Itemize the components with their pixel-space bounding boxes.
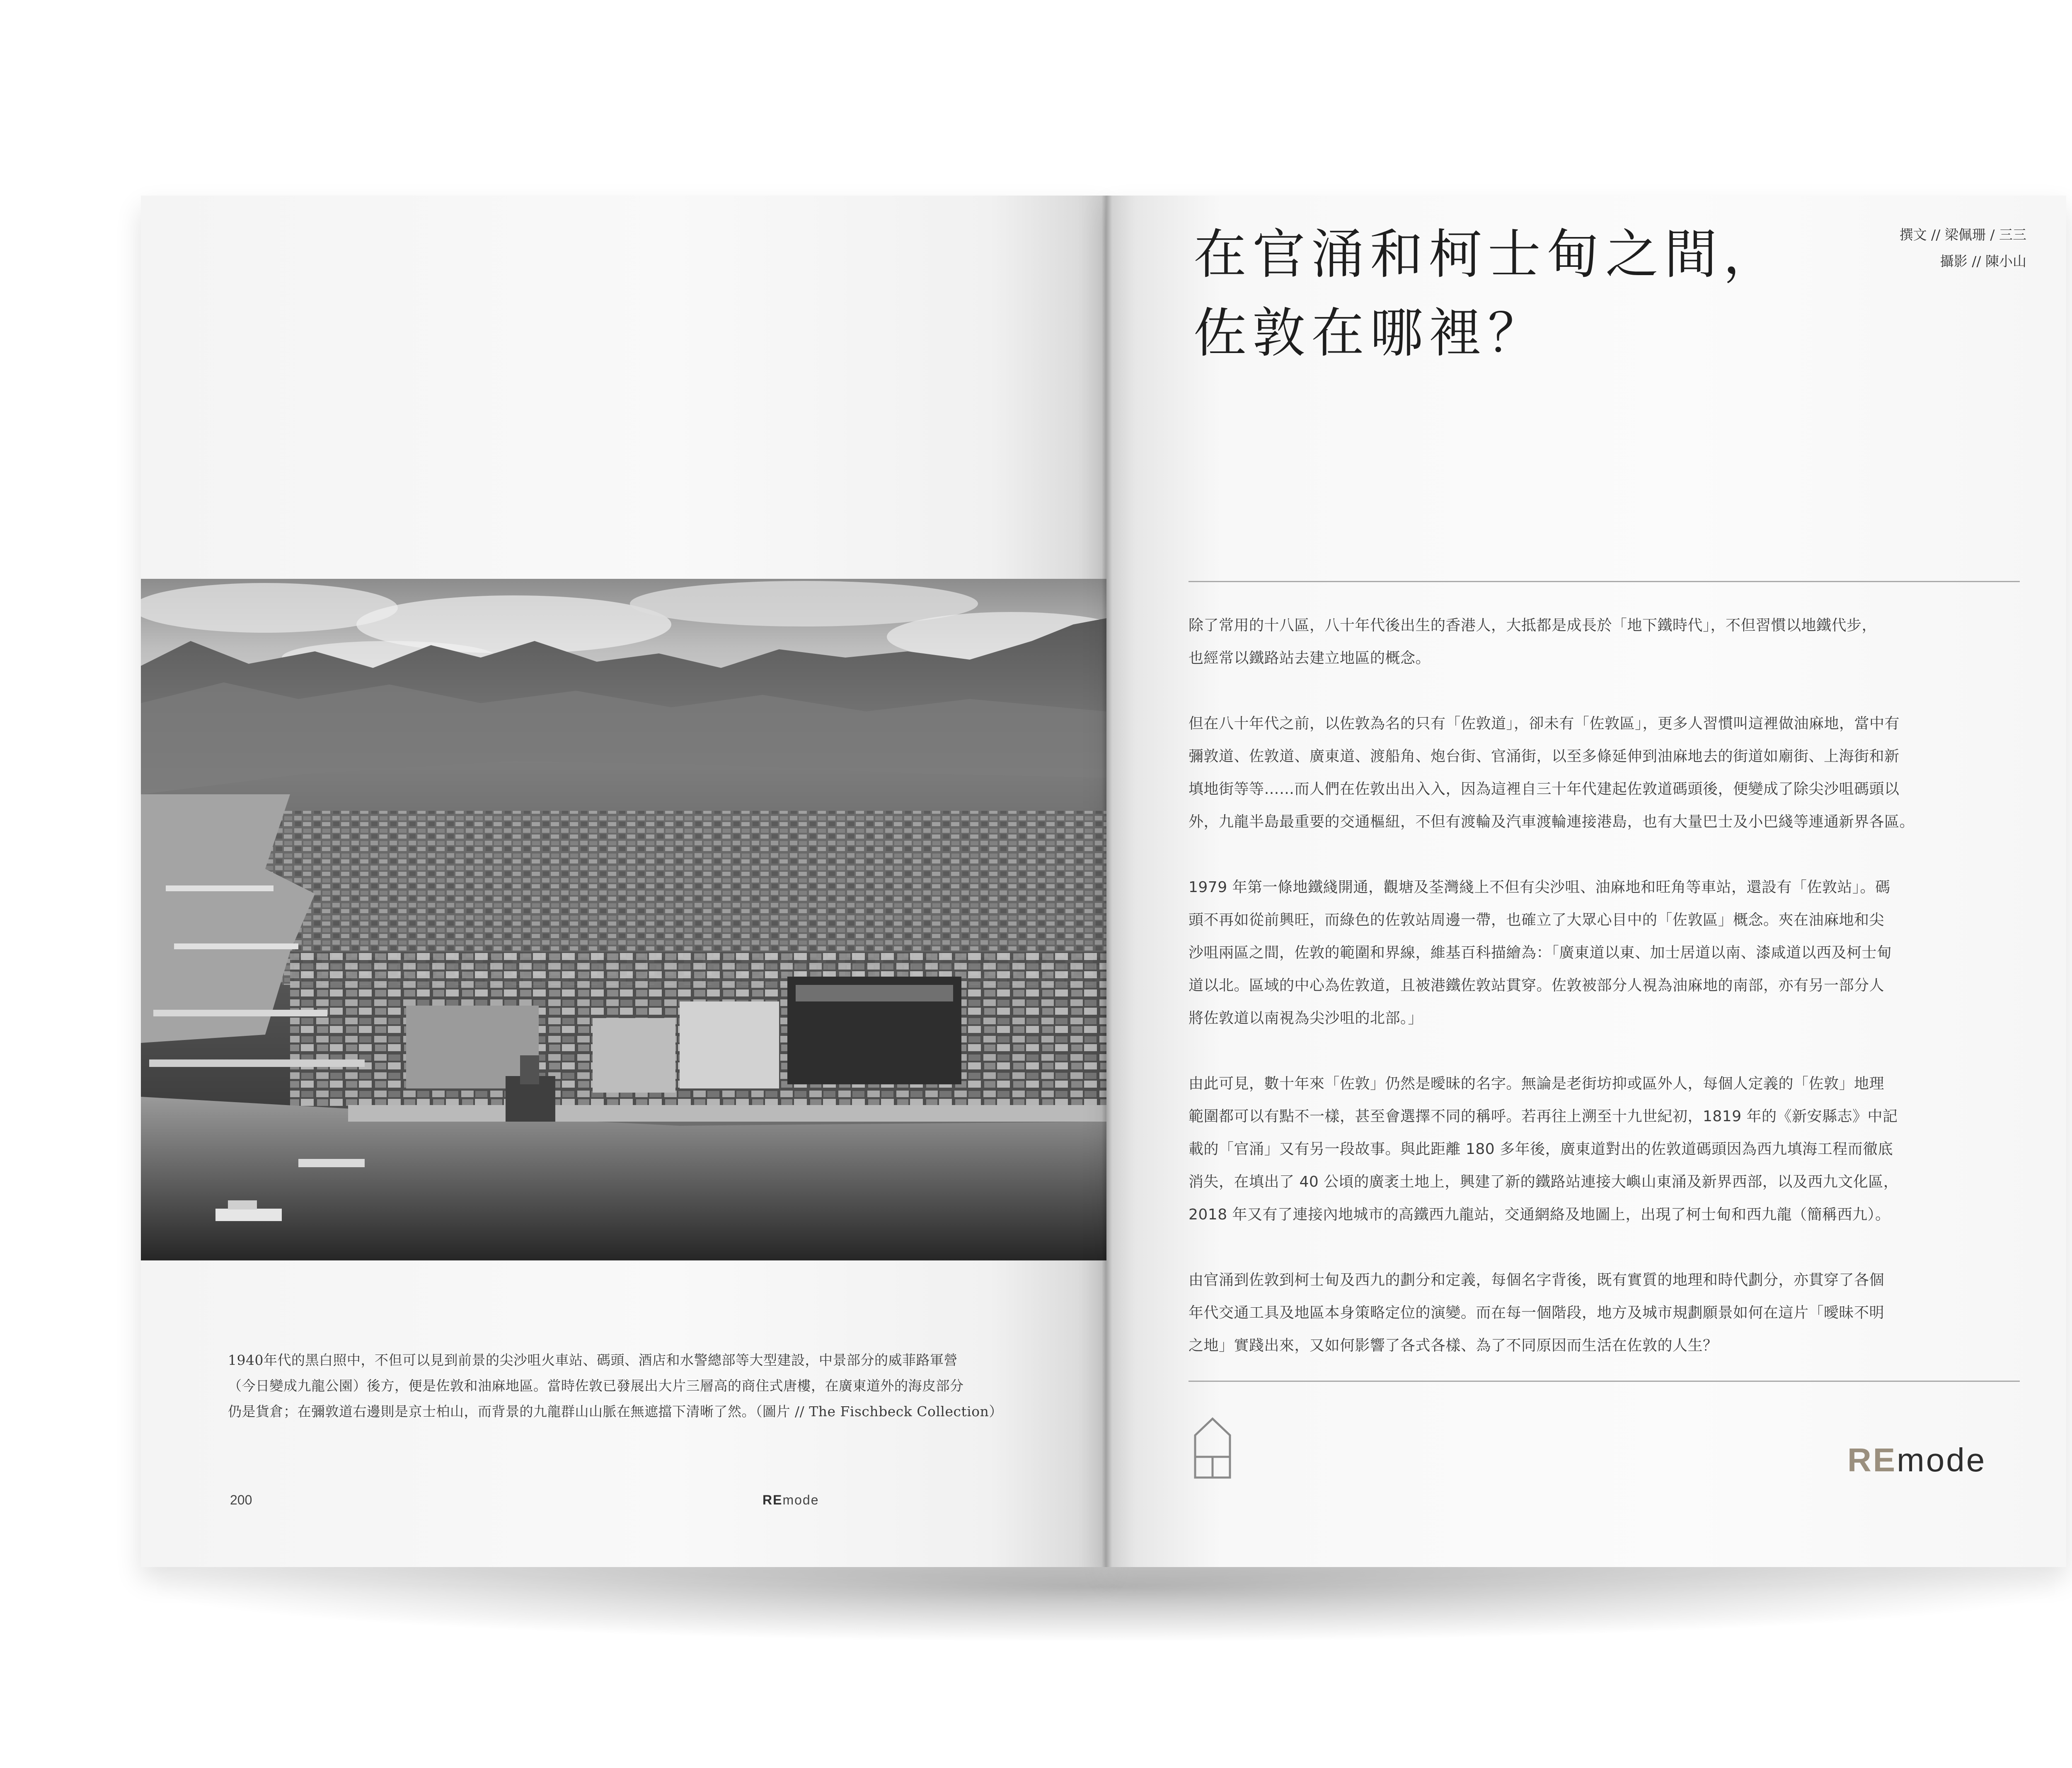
body-line: 2018 年又有了連接內地城市的高鐵西九龍站，交通網絡及地圖上，出現了柯士甸和西九龍（簡稱西九）。 [1188, 1206, 1890, 1223]
body-line: 1979 年第一條地鐵綫開通，觀塘及荃灣綫上不但有尖沙咀、油麻地和旺角等車站，還設有「佐敦站」。碼 [1188, 879, 1890, 896]
body-line: 將佐敦道以南視為尖沙咀的北部。」 [1188, 1010, 1423, 1027]
headline-line-2: 佐敦在哪裡？ [1193, 302, 1547, 364]
article-body [1188, 609, 2020, 1395]
folio-brand [762, 1492, 819, 1508]
paragraph-3 [1188, 871, 2020, 1035]
paragraph-1 [1188, 609, 2020, 675]
body-line: 彌敦道、佐敦道、廣東道、渡船角、炮台街、官涌街，以至多條延伸到油麻地去的街道如廟街、上海街和新 [1188, 748, 1900, 765]
headline-line-1: 在官涌和柯士甸之間， [1193, 224, 1782, 285]
body-line: 也經常以鐵路站去建立地區的概念。 [1188, 650, 1431, 667]
body-line: 載的「官涌」又有另一段故事。與此距離 180 多年後，廣東道對出的佐敦道碼頭因為西九填海工程而徹底 [1188, 1141, 1893, 1158]
body-line: 範圍都可以有點不一樣，甚至會選擇不同的稱呼。若再往上溯至十九世紀初，1819 年的《新安縣志》中記 [1188, 1108, 1898, 1125]
aerial-harbour-photo [141, 579, 1106, 1260]
caption-line: （今日變成九龍公園）後方，便是佐敦和油麻地區。當時佐敦已發展出大片三層高的商住式唐樓，在廣東道外的海皮部分 [228, 1378, 964, 1394]
body-line: 沙咀兩區之間，佐敦的範圍和界線，維基百科描繪為：「廣東道以東、加士居道以南、漆咸道以西及柯士甸 [1188, 944, 1892, 961]
body-line: 由此可見，數十年來「佐敦」仍然是曖昧的名字。無論是老街坊抑或區外人，每個人定義的「佐敦」地理 [1188, 1075, 1885, 1092]
divider-bottom [1188, 1381, 2020, 1382]
article-credits [1828, 222, 2026, 275]
body-line: 消失，在填出了 40 公頃的廣袤土地上，興建了新的鐵路站連接大嶼山東涌及新界西部，以及西九文化區， [1188, 1173, 1899, 1190]
body-line: 外，九龍半島最重要的交通樞紐，不但有渡輪及汽車渡輪連接港島，也有大量巴士及小巴綫等連通新界各區。 [1188, 813, 1915, 830]
credit-writer: 撰文 // 梁佩珊 / 三三 [1899, 227, 2026, 243]
body-line: 年代交通工具及地區本身策略定位的演變。而在每一個階段，地方及城市規劃願景如何在這片「曖昧不明 [1188, 1304, 1885, 1321]
folio-brand-mode: mode [782, 1492, 819, 1507]
house-outline-icon [1193, 1417, 1232, 1479]
brand-re: RE [1847, 1441, 1897, 1478]
body-line: 填地街等等……而人們在佐敦出出入入，因為這裡自三十年代建起佐敦道碼頭後，便變成了除尖沙咀碼頭以 [1188, 781, 1900, 798]
left-page [141, 196, 1106, 1567]
spine-gutter [1101, 196, 1112, 1567]
credit-photo: 攝影 // 陳小山 [1940, 253, 2026, 269]
body-line: 除了常用的十八區，八十年代後出生的香港人，大抵都是成長於「地下鐵時代」，不但習慣以地鐵代步， [1188, 617, 1877, 634]
body-line: 但在八十年代之前，以佐敦為名的只有「佐敦道」，卻未有「佐敦區」，更多人習慣叫這裡做油麻地，當中有 [1188, 715, 1900, 732]
body-line: 道以北。區域的中心為佐敦道，且被港鐵佐敦站貫穿。佐敦被部分人視為油麻地的南部，亦有另一部分人 [1188, 977, 1885, 994]
brand-mode: mode [1897, 1441, 1987, 1478]
paragraph-2 [1188, 707, 2020, 838]
article-headline [1193, 215, 1782, 373]
folio-brand-re: RE [762, 1492, 783, 1507]
paragraph-5 [1188, 1264, 2020, 1362]
body-line: 由官涌到佐敦到柯士甸及西九的劃分和定義，每個名字背後，既有實質的地理和時代劃分，亦貫穿了各個 [1188, 1272, 1885, 1289]
paragraph-4 [1188, 1067, 2020, 1231]
remode-brand-logo [1847, 1441, 1986, 1479]
caption-line: 1940年代的黑白照中，不但可以見到前景的尖沙咀火車站、碼頭、酒店和水警總部等大型建設，中景部分的威菲路軍營 [228, 1352, 958, 1368]
body-line: 之地」實踐出來，又如何影響了各式各樣、為了不同原因而生活在佐敦的人生？ [1188, 1337, 1718, 1354]
page-number: 200 [230, 1492, 252, 1507]
photo-caption [228, 1347, 1015, 1425]
divider-top [1188, 581, 2020, 582]
caption-line: 仍是貨倉；在彌敦道右邊則是京士柏山，而背景的九龍群山山脈在無遮擋下清晰了然。（圖片 // The Fischbeck Collection） [228, 1403, 1003, 1420]
body-line: 頭不再如從前興旺，而綠色的佐敦站周邊一帶，也確立了大眾心目中的「佐敦區」概念。夾在油麻地和尖 [1188, 912, 1885, 929]
